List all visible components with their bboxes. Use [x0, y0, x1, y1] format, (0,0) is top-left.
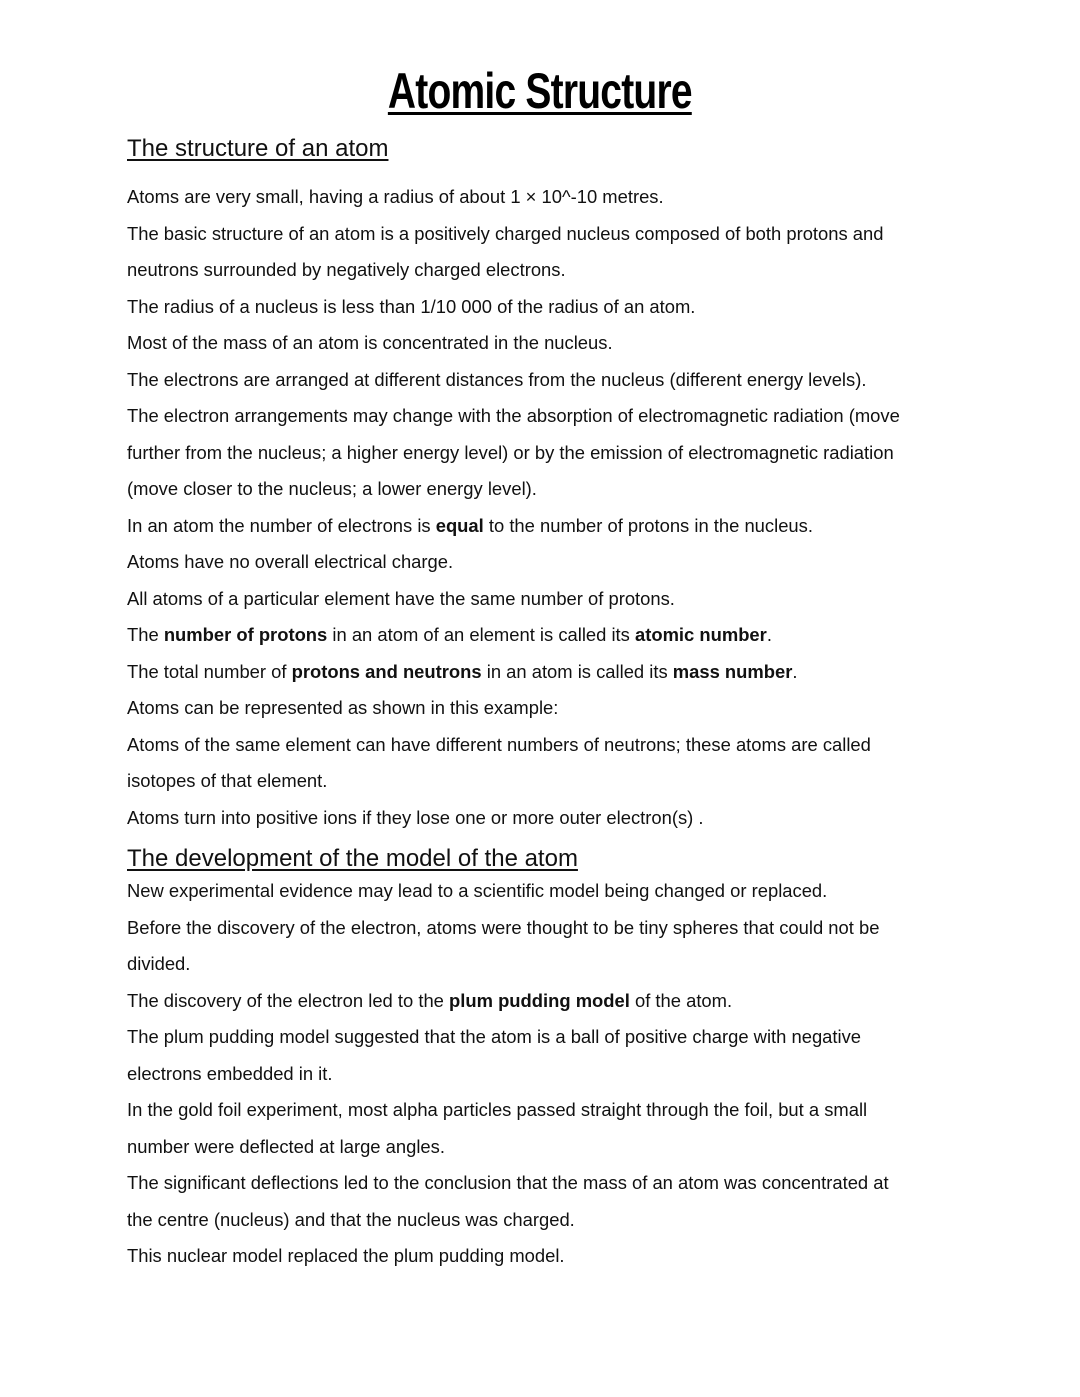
text-line	[127, 654, 900, 691]
text-run: The radius of a nucleus is less than 1/10 000 of the radius of an atom.	[127, 295, 696, 317]
bold-term: protons and neutrons	[291, 660, 482, 682]
text-line	[127, 983, 889, 1020]
text-run: in an atom is called its	[481, 660, 673, 682]
text-run: The total number of	[127, 660, 292, 682]
text-run: The basic structure of an atom is a positively charged nucleus composed of both protons and	[127, 222, 884, 244]
section-heading-structure: The structure of an atom	[127, 135, 389, 162]
text-run: In the gold foil experiment, most alpha particles passed straight through the foil, but a small	[127, 1099, 868, 1120]
text-line	[127, 617, 900, 654]
text-run: This nuclear model replaced the plum pudding model.	[127, 1245, 565, 1266]
text-run: The	[127, 624, 164, 645]
document-title-wrap	[0, 62, 1080, 120]
text-run: in an atom of an element is called its	[327, 624, 635, 645]
text-run: neutrons surrounded by negatively charged electrons.	[127, 259, 566, 280]
text-run: All atoms of a particular element have the same number of protons.	[127, 587, 675, 609]
text-run: (move closer to the nucleus; a lower energy level).	[127, 478, 537, 499]
text-run: Atoms of the same element can have different numbers of neutrons; these atoms are called	[127, 733, 871, 755]
text-line	[127, 325, 900, 362]
text-line	[127, 544, 900, 581]
text-run: The electron arrangements may change with the absorption of electromagnetic radiation (move	[127, 405, 900, 426]
text-line	[127, 1019, 889, 1056]
text-line	[127, 800, 900, 837]
text-line	[127, 435, 900, 472]
text-run: Atoms are very small, having a radius of about 1 × 10^-10 metres.	[127, 186, 664, 207]
text-run: electrons embedded in it.	[127, 1062, 333, 1084]
text-run: .	[766, 624, 772, 645]
text-run: number were deflected at large angles.	[127, 1135, 445, 1157]
text-line	[127, 910, 889, 947]
text-line	[127, 1129, 889, 1166]
text-run: New experimental evidence may lead to a scientific model being changed or replaced.	[127, 880, 828, 901]
text-run: Atoms have no overall electrical charge.	[127, 551, 454, 572]
bold-term: mass number	[672, 660, 793, 682]
text-run: of the atom.	[629, 989, 733, 1011]
text-line	[127, 179, 900, 216]
text-run: The electrons are arranged at different distances from the nucleus (different energy levels).	[127, 368, 867, 390]
text-run: The significant deflections led to the conclusion that the mass of an atom was concentrated at	[127, 1172, 889, 1193]
text-line	[127, 471, 900, 508]
text-run: Most of the mass of an atom is concentrated in the nucleus.	[127, 332, 613, 353]
text-run: divided.	[127, 953, 191, 974]
text-line	[127, 362, 900, 399]
text-line	[127, 763, 900, 800]
text-line	[127, 289, 900, 326]
text-run: Atoms can be represented as shown in this example:	[127, 697, 559, 718]
document-title: Atomic Structure	[388, 63, 692, 119]
text-run: The discovery of the electron led to the	[127, 989, 450, 1011]
text-line	[127, 1165, 889, 1202]
text-line	[127, 508, 900, 545]
bold-term: plum pudding model	[449, 989, 630, 1011]
text-run: further from the nucleus; a higher energy level) or by the emission of electromagnetic radiation	[127, 441, 894, 463]
text-run: .	[792, 660, 798, 682]
section-body-structure	[127, 179, 900, 836]
text-line	[127, 946, 889, 983]
bold-term: equal	[435, 514, 484, 536]
section-body-development	[127, 873, 889, 1275]
text-line	[127, 252, 900, 289]
text-line	[127, 581, 900, 618]
text-line	[127, 1092, 889, 1129]
text-run: In an atom the number of electrons is	[127, 514, 436, 536]
text-line	[127, 1202, 889, 1239]
text-line	[127, 690, 900, 727]
text-run: Atoms turn into positive ions if they lose one or more outer electron(s) .	[127, 806, 704, 828]
text-run: The plum pudding model suggested that the atom is a ball of positive charge with negative	[127, 1026, 862, 1047]
text-line	[127, 1238, 889, 1275]
text-line	[127, 873, 889, 910]
text-line	[127, 398, 900, 435]
text-line	[127, 216, 900, 253]
text-line	[127, 727, 900, 764]
text-run: Before the discovery of the electron, atoms were thought to be tiny spheres that could not be	[127, 916, 880, 938]
text-run: the centre (nucleus) and that the nucleus was charged.	[127, 1208, 575, 1230]
text-run: to the number of protons in the nucleus.	[483, 514, 813, 536]
text-line	[127, 1056, 889, 1093]
bold-term: number of protons	[163, 624, 328, 645]
bold-term: atomic number	[634, 624, 767, 645]
section-heading-development: The development of the model of the atom	[127, 845, 578, 872]
text-run: isotopes of that element.	[127, 770, 328, 791]
